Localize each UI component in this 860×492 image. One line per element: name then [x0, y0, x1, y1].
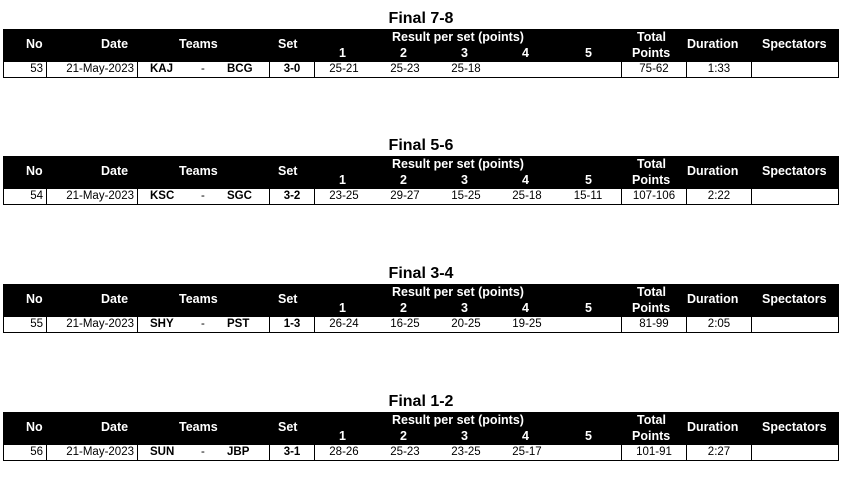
table-header: [3, 29, 839, 61]
header-set-2: 2: [400, 429, 407, 443]
header-points: Points: [632, 301, 671, 315]
set-score: 3-0: [283, 63, 301, 75]
header-set-1: 1: [339, 173, 346, 187]
match-row: [3, 61, 839, 78]
header-set: Set: [278, 37, 298, 51]
header-set-5: 5: [585, 301, 592, 315]
header-date: Date: [101, 420, 129, 434]
spectators: [754, 445, 834, 460]
header-set-5: 5: [585, 429, 592, 443]
duration: 2:27: [707, 446, 731, 458]
home-team: SUN: [150, 446, 175, 458]
table-header: [3, 412, 839, 444]
header-set-1: 1: [339, 46, 346, 60]
header-spectators: Spectators: [762, 420, 827, 434]
set-score: 1-3: [283, 318, 301, 330]
duration: 1:33: [707, 63, 731, 75]
duration: 2:05: [707, 318, 731, 330]
header-date: Date: [101, 292, 129, 306]
header-teams: Teams: [179, 292, 218, 306]
header-set-1: 1: [339, 301, 346, 315]
set-score: 3-1: [283, 446, 301, 458]
header-set-3: 3: [461, 301, 468, 315]
set-score: 3-2: [283, 190, 301, 202]
header-set-4: 4: [522, 46, 529, 60]
header-points: Points: [632, 46, 671, 60]
header-set-2: 2: [400, 46, 407, 60]
set-3-result: 15-25: [451, 190, 481, 202]
set-2-result: 25-23: [390, 446, 420, 458]
team-separator: -: [201, 318, 205, 330]
team-separator: -: [201, 190, 205, 202]
set-1-result: 23-25: [329, 190, 359, 202]
header-duration: Duration: [687, 164, 739, 178]
header-set-4: 4: [522, 173, 529, 187]
header-result: Result per set (points): [392, 30, 524, 44]
header-total: Total: [637, 413, 666, 427]
set-3-result: 23-25: [451, 446, 481, 458]
header-points: Points: [632, 429, 671, 443]
header-no: No: [26, 420, 43, 434]
set-4-result: 25-18: [512, 190, 542, 202]
set-5-result: 15-11: [573, 190, 603, 202]
total-points: 101-91: [636, 446, 672, 458]
header-teams: Teams: [179, 164, 218, 178]
final-table: [3, 9, 839, 89]
header-date: Date: [101, 37, 129, 51]
match-no: 54: [30, 190, 43, 202]
header-teams: Teams: [179, 37, 218, 51]
header-set-3: 3: [461, 429, 468, 443]
header-set-5: 5: [585, 173, 592, 187]
total-points: 107-106: [632, 190, 676, 202]
header-set-4: 4: [522, 301, 529, 315]
away-team: PST: [227, 318, 250, 330]
header-set-1: 1: [339, 429, 346, 443]
away-team: SGC: [227, 190, 252, 202]
match-date: 21-May-2023: [66, 446, 134, 458]
final-title: Final 3-4: [388, 265, 454, 282]
header-teams: Teams: [179, 420, 218, 434]
set-1-result: 25-21: [329, 63, 359, 75]
header-set-3: 3: [461, 173, 468, 187]
match-row: [3, 316, 839, 333]
home-team: KAJ: [150, 63, 174, 75]
spectators: [754, 317, 834, 332]
set-5-result: [563, 445, 613, 460]
set-5-result: [563, 62, 613, 77]
away-team: BCG: [227, 63, 253, 75]
set-2-result: 29-27: [390, 190, 420, 202]
match-no: 55: [30, 318, 43, 330]
away-team: JBP: [227, 446, 250, 458]
header-set-2: 2: [400, 173, 407, 187]
set-1-result: 28-26: [329, 446, 359, 458]
home-team: KSC: [150, 190, 175, 202]
total-points: 81-99: [639, 318, 669, 330]
header-set-5: 5: [585, 46, 592, 60]
header-set-2: 2: [400, 301, 407, 315]
match-date: 21-May-2023: [66, 63, 134, 75]
header-result: Result per set (points): [392, 285, 524, 299]
total-points: 75-62: [639, 63, 669, 75]
header-set-4: 4: [522, 429, 529, 443]
header-set-3: 3: [461, 46, 468, 60]
set-5-result: [563, 317, 613, 332]
header-set: Set: [278, 420, 298, 434]
header-spectators: Spectators: [762, 37, 827, 51]
match-no: 53: [30, 63, 43, 75]
final-table: [3, 264, 839, 344]
table-header: [3, 156, 839, 188]
set-2-result: 16-25: [390, 318, 420, 330]
match-row: [3, 188, 839, 205]
duration: 2:22: [707, 190, 731, 202]
header-result: Result per set (points): [392, 413, 524, 427]
header-total: Total: [637, 30, 666, 44]
header-points: Points: [632, 173, 671, 187]
header-duration: Duration: [687, 420, 739, 434]
home-team: SHY: [150, 318, 174, 330]
team-separator: -: [201, 63, 205, 75]
final-title: Final 1-2: [388, 393, 454, 410]
set-4-result: 25-17: [512, 446, 542, 458]
set-3-result: 25-18: [451, 63, 481, 75]
header-total: Total: [637, 285, 666, 299]
spectators: [754, 62, 834, 77]
header-duration: Duration: [687, 37, 739, 51]
set-4-result: 19-25: [512, 318, 542, 330]
final-title: Final 7-8: [388, 10, 454, 27]
header-set: Set: [278, 164, 298, 178]
match-no: 56: [30, 446, 43, 458]
header-result: Result per set (points): [392, 157, 524, 171]
header-duration: Duration: [687, 292, 739, 306]
header-total: Total: [637, 157, 666, 171]
final-table: [3, 392, 839, 472]
spectators: [754, 189, 834, 204]
final-title: Final 5-6: [388, 137, 454, 154]
header-set: Set: [278, 292, 298, 306]
header-no: No: [26, 292, 43, 306]
set-1-result: 26-24: [329, 318, 359, 330]
table-header: [3, 284, 839, 316]
match-date: 21-May-2023: [66, 190, 134, 202]
set-3-result: 20-25: [451, 318, 481, 330]
team-separator: -: [201, 446, 205, 458]
set-4-result: [502, 62, 552, 77]
header-date: Date: [101, 164, 129, 178]
set-2-result: 25-23: [390, 63, 420, 75]
header-no: No: [26, 37, 43, 51]
final-table: [3, 136, 839, 216]
match-row: [3, 444, 839, 461]
match-date: 21-May-2023: [66, 318, 134, 330]
header-spectators: Spectators: [762, 164, 827, 178]
header-no: No: [26, 164, 43, 178]
header-spectators: Spectators: [762, 292, 827, 306]
